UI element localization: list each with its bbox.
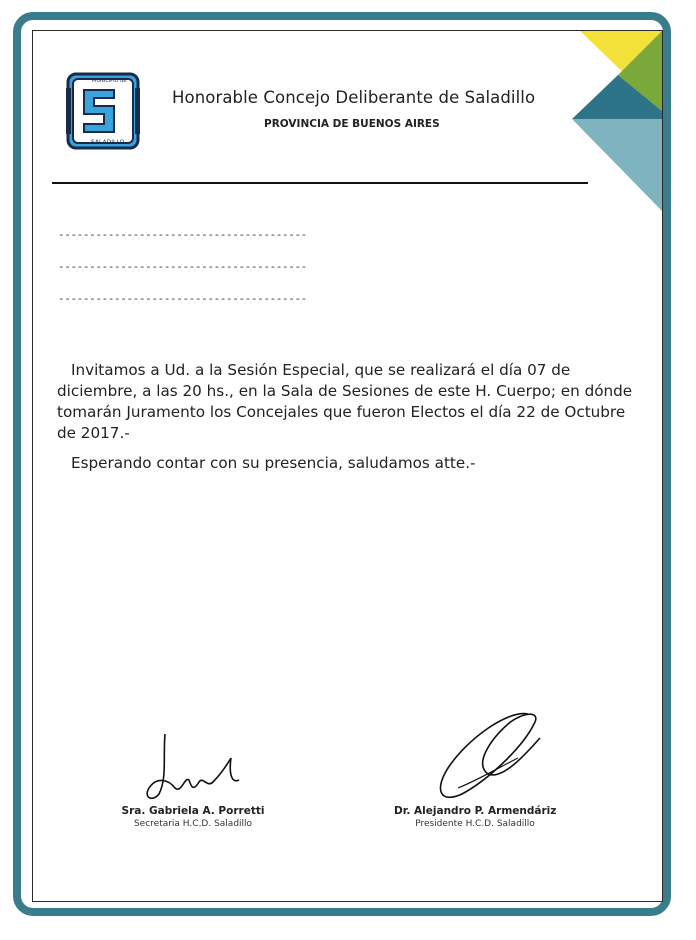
- org-title: Honorable Concejo Deliberante de Saladillo: [172, 88, 536, 107]
- address-line: ----------------------------------------: [58, 260, 307, 273]
- deco-light-triangle: [572, 119, 662, 211]
- signer-1-name: Sra. Gabriela A. Porretti: [121, 805, 265, 817]
- org-subtitle: PROVINCIA DE BUENOS AIRES: [264, 118, 440, 130]
- address-line: ----------------------------------------: [58, 292, 307, 305]
- closing-paragraph: Esperando contar con su presencia, saludamos atte.-: [71, 454, 476, 472]
- signature-armendariz: [418, 708, 554, 808]
- body-paragraph: Invitamos a Ud. a la Sesión Especial, que se realizará el día 07 de diciembre, a las 20 hs., en la Sala de Sesiones de este H. Cuerpo; en dónde tomarán Juramento los Concejales que fueron Electos el día 22 de Octubre de 2017.-: [57, 361, 633, 442]
- corner-decoration: [572, 31, 662, 211]
- logo-text-top: MUNICIPIO de: [92, 78, 127, 84]
- municipio-logo: [64, 68, 142, 154]
- signer-1-role: Secretaria H.C.D. Saladillo: [133, 819, 253, 829]
- logo-text-bottom: SALADILLO: [91, 139, 125, 146]
- signer-2-name: Dr. Alejandro P. Armendáriz: [394, 805, 557, 817]
- header-rule: [52, 182, 588, 184]
- address-line: ----------------------------------------: [58, 228, 307, 241]
- signer-2-role: Presidente H.C.D. Saladillo: [415, 819, 535, 829]
- signature-porretti: [135, 728, 255, 808]
